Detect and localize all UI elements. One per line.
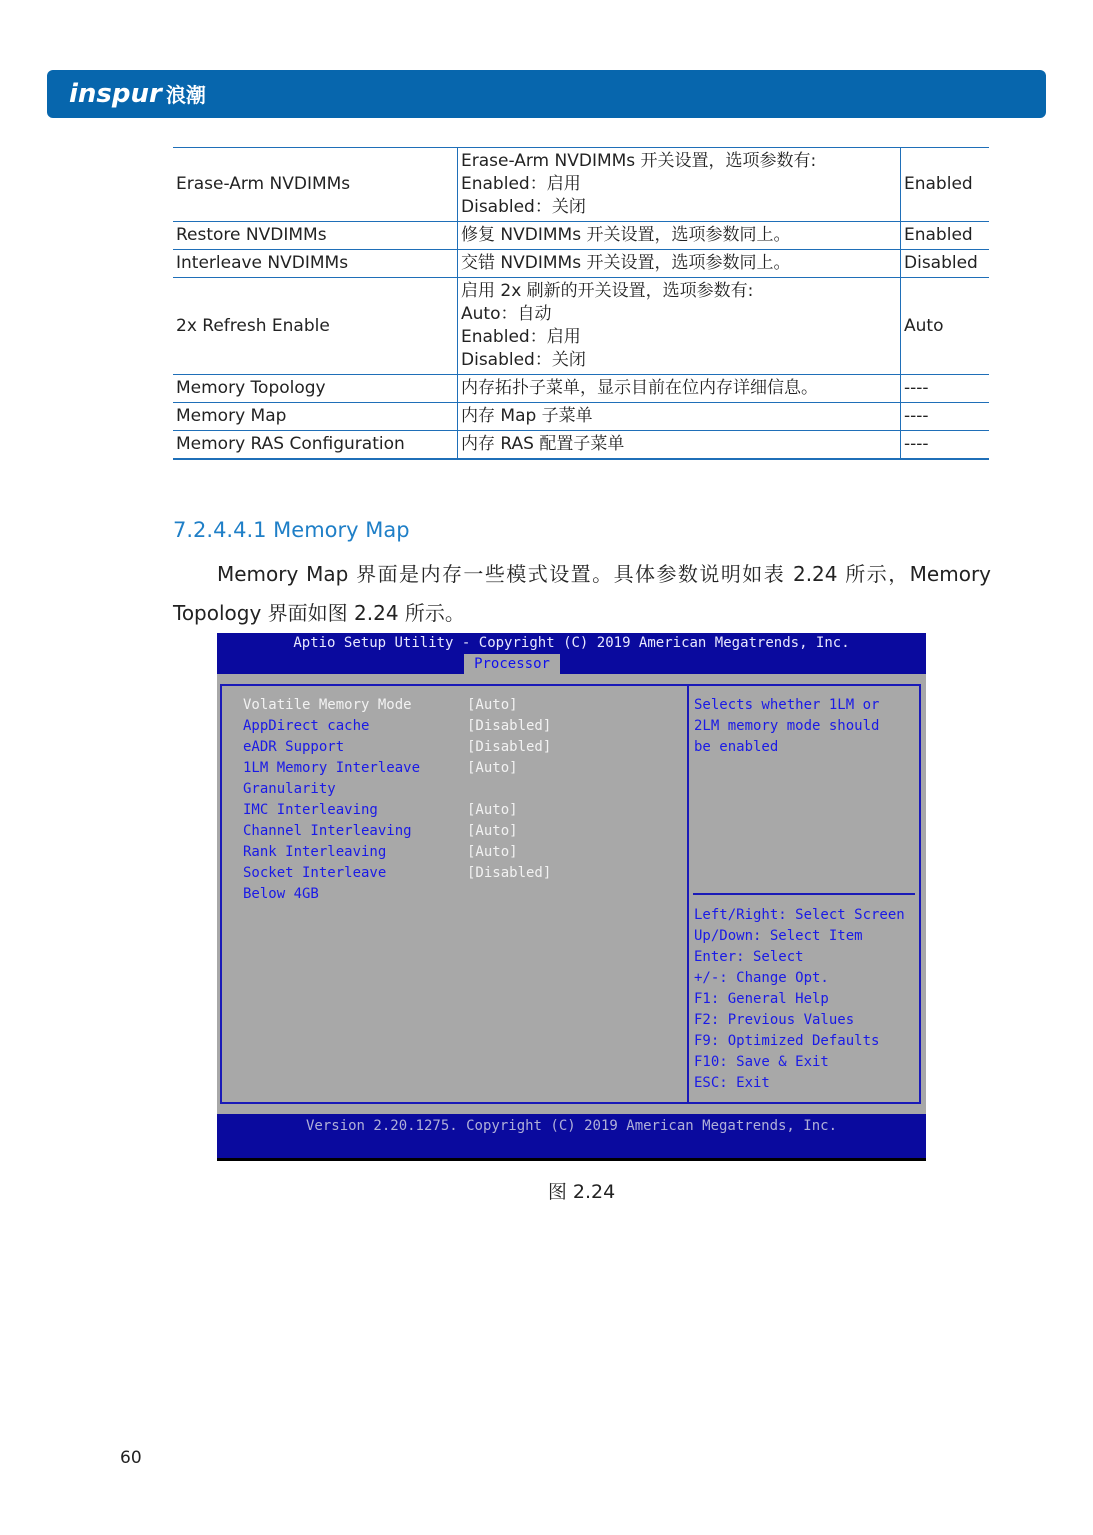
bios-item-value[interactable]: [Disabled] (467, 739, 552, 755)
param-description (458, 431, 901, 460)
param-name: Restore NVDIMMs (173, 222, 458, 250)
bios-key-hint: Enter: Select (694, 949, 804, 965)
bios-item-value[interactable]: [Disabled] (467, 718, 552, 734)
table-row (173, 375, 989, 403)
param-default: Enabled (901, 222, 990, 250)
table-row (173, 278, 989, 375)
tab-processor[interactable]: Processor (464, 654, 560, 674)
param-name: Interleave NVDIMMs (173, 250, 458, 278)
bios-footer-line (217, 1158, 926, 1161)
bios-item-label: AppDirect cache (243, 718, 370, 734)
bios-key-hint: +/-: Change Opt. (694, 970, 829, 986)
description-line: Disabled：关闭 (461, 197, 586, 217)
bios-item-value[interactable]: [Disabled] (467, 865, 552, 881)
param-description (458, 148, 901, 222)
bios-key-hint: F10: Save & Exit (694, 1054, 829, 1070)
bios-item-value[interactable]: [Auto] (467, 823, 518, 839)
description-line: 启用 2x 刷新的开关设置，选项参数有: (461, 281, 754, 301)
description-line: 修复 NVDIMMs 开关设置，选项参数同上。 (461, 225, 791, 245)
bios-key-hint: F2: Previous Values (694, 1012, 855, 1028)
header-bar (47, 70, 1046, 118)
bios-version: Version 2.20.1275. Copyright (C) 2019 American Megatrends, Inc. (305, 1118, 837, 1134)
table-row (173, 222, 989, 250)
param-description (458, 278, 901, 375)
description-line: 交错 NVDIMMs 开关设置，选项参数同上。 (461, 253, 791, 273)
bios-item-label: Volatile Memory Mode (243, 697, 412, 713)
bios-item-label: Granularity (243, 781, 336, 797)
bios-item-label: Socket Interleave (243, 865, 387, 881)
param-name: Memory Map (173, 403, 458, 431)
figure-caption: 图 2.24 (547, 1181, 616, 1203)
bios-vertical-divider (687, 684, 689, 1104)
bios-help-line: Selects whether 1LM or (694, 697, 880, 713)
description-line: Enabled：启用 (461, 174, 581, 194)
bios-item-value[interactable]: [Auto] (467, 760, 518, 776)
bios-title: Aptio Setup Utility - Copyright (C) 2019 American Megatrends, Inc. (293, 635, 850, 651)
param-description (458, 403, 901, 431)
bios-help-line: 2LM memory mode should (694, 718, 880, 734)
bios-item-label: 1LM Memory Interleave (243, 760, 421, 776)
description-line: Auto：自动 (461, 304, 552, 324)
param-name: 2x Refresh Enable (173, 278, 458, 375)
bios-screenshot (217, 633, 926, 1161)
logo-latin: inspur (69, 79, 162, 109)
inspur-logo (69, 79, 206, 110)
bios-item-label: eADR Support (243, 739, 345, 755)
param-description (458, 222, 901, 250)
section-heading: 7.2.4.4.1 Memory Map (173, 518, 410, 542)
bios-footer-bar (217, 1114, 926, 1161)
bios-key-hint: ESC: Exit (694, 1075, 770, 1091)
param-default: Auto (901, 278, 990, 375)
bios-key-hint: Left/Right: Select Screen (694, 907, 905, 923)
bios-item-label: Channel Interleaving (243, 823, 412, 839)
bios-item-value[interactable]: [Auto] (467, 802, 518, 818)
param-name: Memory Topology (173, 375, 458, 403)
bios-item-label: Below 4GB (243, 886, 319, 902)
param-default: ---- (901, 403, 990, 431)
description-line: 内存 Map 子菜单 (461, 406, 593, 426)
param-default: Disabled (901, 250, 990, 278)
description-line: Enabled：启用 (461, 327, 581, 347)
description-line: Disabled：关闭 (461, 350, 586, 370)
parameter-table (173, 147, 989, 460)
param-name: Erase-Arm NVDIMMs (173, 148, 458, 222)
param-description (458, 375, 901, 403)
section-body: Memory Map 界面是内存一些模式设置。具体参数说明如表 2.24 所示，Memory Topology 界面如图 2.24 所示。 (173, 562, 991, 625)
bios-key-legend (694, 905, 905, 1094)
page-number: 60 (120, 1448, 142, 1468)
table-row (173, 148, 989, 222)
description-line: 内存 RAS 配置子菜单 (461, 434, 625, 454)
bios-help-line: be enabled (694, 739, 779, 755)
table-row (173, 403, 989, 431)
table-row (173, 250, 989, 278)
param-description (458, 250, 901, 278)
table-row (173, 431, 989, 460)
logo-cn: 浪潮 (165, 83, 206, 107)
bios-item-label: IMC Interleaving (243, 802, 378, 818)
bios-item-value[interactable]: [Auto] (467, 697, 518, 713)
param-default: ---- (901, 375, 990, 403)
bios-item-label: Rank Interleaving (243, 844, 387, 860)
param-name: Memory RAS Configuration (173, 431, 458, 460)
description-line: Erase-Arm NVDIMMs 开关设置，选项参数有: (461, 151, 817, 171)
bios-help-divider (693, 893, 915, 895)
bios-key-hint: Up/Down: Select Item (694, 928, 863, 944)
bios-title-bar (217, 633, 926, 674)
description-line: 内存拓扑子菜单，显示目前在位内存详细信息。 (461, 378, 818, 398)
bios-key-hint: F9: Optimized Defaults (694, 1033, 880, 1049)
bios-key-hint: F1: General Help (694, 991, 829, 1007)
param-default: ---- (901, 431, 990, 460)
param-default: Enabled (901, 148, 990, 222)
bios-item-value[interactable]: [Auto] (467, 844, 518, 860)
